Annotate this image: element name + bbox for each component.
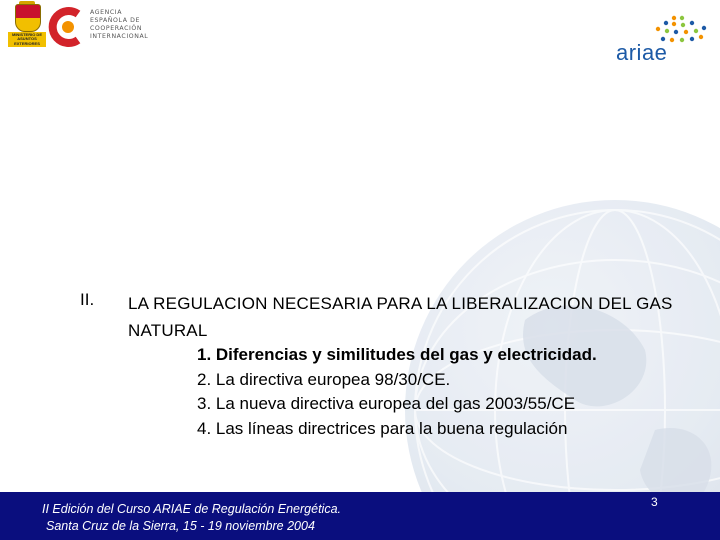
section-heading: LA REGULACION NECESARIA PARA LA LIBERALIZACION DEL GAS NATURAL: [128, 294, 673, 340]
ariae-logo-text: ariae: [616, 40, 668, 65]
ministry-logo: [8, 4, 46, 50]
coat-of-arms-icon: [15, 4, 41, 32]
topic-list: [197, 343, 597, 441]
page-number: 3: [651, 495, 658, 509]
aecid-text: AGENCIA ESPAÑOLA DE COOPERACIÓN INTERNACIONAL: [90, 9, 149, 40]
footer-location-date: Santa Cruz de la Sierra, 15 - 19 noviembre 2004: [46, 519, 315, 533]
list-item: 1. Diferencias y similitudes del gas y electricidad.: [197, 345, 597, 364]
list-item: 2. La directiva europea 98/30/CE.: [197, 369, 451, 389]
aecid-logo: [48, 6, 86, 48]
footer-bar: [0, 492, 720, 540]
ministry-logo-text: MINISTERIO DE ASUNTOS EXTERIORES: [8, 32, 46, 47]
section-number: II.: [80, 290, 95, 309]
list-item: 4. Las líneas directrices para la buena regulación: [197, 418, 568, 438]
footer-course-title: II Edición del Curso ARIAE de Regulación Energética.: [42, 502, 342, 516]
list-item: 3. La nueva directiva europea del gas 2003/55/CE: [197, 394, 576, 413]
